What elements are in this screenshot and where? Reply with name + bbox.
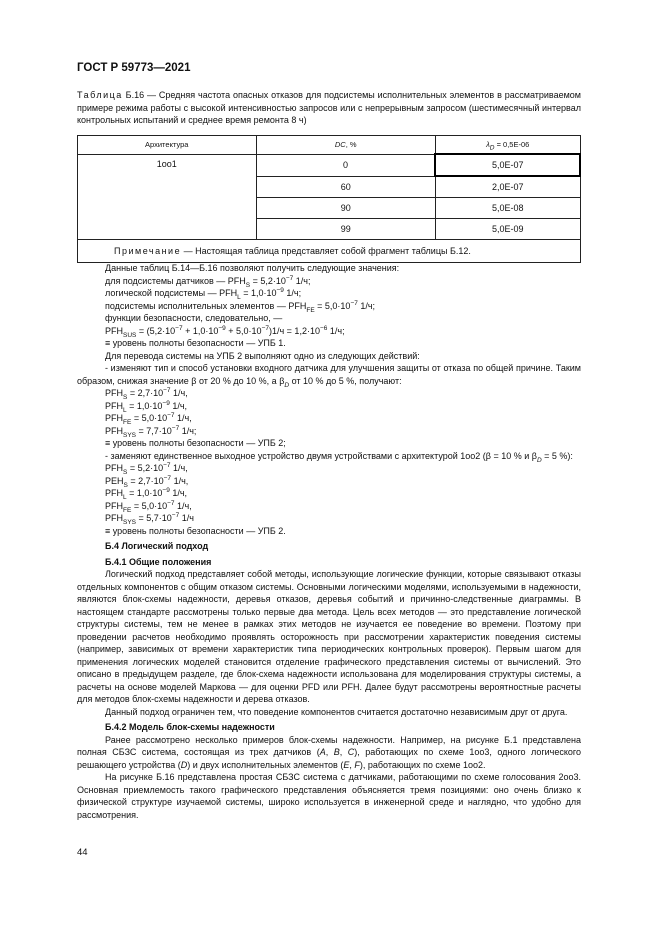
formula-line: подсистемы исполнительных элементов — $PFH_{FE} = 5,0\cdot 10^{-7}$ 1/ч; xyxy=(105,299,376,314)
paragraph: Данные таблиц Б.14—Б.16 позволяют получить следующие значения: xyxy=(105,263,400,273)
pfh-cell: 2,0E-07 xyxy=(435,176,580,198)
note-label: Примечание xyxy=(114,246,182,256)
table-caption xyxy=(77,89,581,127)
paragraph: ≡ уровень полноты безопасности — УПБ 2; xyxy=(105,438,286,448)
subsection-heading: Б.4.2 Модель блок-схемы надежности xyxy=(105,722,275,732)
formula-line: для подсистемы датчиков — $PFH_S = 5,2\cdot 10^{-7}$ 1/ч; xyxy=(105,274,311,289)
formula-line: $PFH_{SYS} = 5,7\cdot 10^{-7}$ 1/ч xyxy=(105,512,194,526)
header-dc-symbol: DC xyxy=(334,140,346,150)
table-row xyxy=(78,154,581,176)
paragraph: ≡ уровень полноты безопасности — УПБ 2. xyxy=(105,525,286,536)
pfh-cell-highlighted: 5,0E-07 xyxy=(435,154,580,176)
subsection-heading: Б.4.1 Общие положения xyxy=(105,556,212,567)
dc-cell: 60 xyxy=(256,176,435,198)
paragraph: Данный подход ограничен тем, что поведение компонентов считается достаточно независимым друг от друга. xyxy=(105,706,568,717)
formula-line: $PFH_{SUS} = (5,2\cdot 10^{-7} + 1,0\cdot 10^{-9} + 5,0\cdot 10^{-7})1/ч = 1,2\cdot 10^{-6}$ 1/ч; xyxy=(105,324,345,339)
document-header: ГОСТ Р 59773—2021 xyxy=(77,62,191,74)
paragraph: ≡ уровень полноты безопасности — УПБ 1. xyxy=(105,338,286,348)
failure-frequency-table xyxy=(77,135,581,263)
architecture-cell: 1oo1 xyxy=(78,154,257,240)
table-note xyxy=(78,240,581,263)
body-text xyxy=(77,262,581,821)
header-lambda-symbol: λ xyxy=(486,140,490,149)
table-note-row xyxy=(78,240,581,263)
header-dc-unit: , % xyxy=(345,140,357,150)
formula-line: $PFH_{SYS} = 7,7\cdot 10^{-7}$ 1/ч; xyxy=(105,424,197,439)
header-architecture: Архитектура xyxy=(78,136,257,155)
paragraph: На рисунке Б.16 представлена простая СБЗС система с датчиками, работающими по схеме голосования 2oo3. Основная приемлемость такого графического представления объясняется тремя позициями: оно очень близко к физической структуре изучаемой системы, широко используется в инженерной среде и наглядно, что удобно для рассмотрения. xyxy=(77,772,581,820)
header-dc xyxy=(256,136,435,155)
caption-text: Б.16 — Средняя частота опасных отказов для подсистемы исполнительных элементов в рассматриваемом примере режима работы с высокой интенсивностью запросов или с непрерывным запросом (шестимесячный интервал контрольных испытаний и среднее время ремонта 8 ч) xyxy=(77,90,581,125)
formula-line: $PEH_S = 2,7\cdot 10^{-7}$ 1/ч, xyxy=(105,474,189,489)
table-header-row xyxy=(78,136,581,155)
pfh-cell: 5,0E-09 xyxy=(435,219,580,240)
header-lambda-sub: D xyxy=(489,144,495,152)
formula-line: $PFH_{FE} = 5,0\cdot 10^{-7}$ 1/ч, xyxy=(105,499,192,514)
paragraph: - заменяют единственное выходное устройство двумя устройствами с архитектурой 1oo2 (β = 10 % и $\beta_D = 5$ %): xyxy=(105,450,573,464)
formula-line: $PFH_L = 1,0\cdot 10^{-9}$ 1/ч, xyxy=(105,487,188,501)
paragraph: Ранее рассмотрено несколько примеров блок-схемы надежности. Например, на рисунке Б.1 представлена полная СБЗС система, состоящая из трех датчиков (A, B, C), работающих по схеме 1oo3, одного логического решающего устройства (D) и двух исполнительных элементов (E, F), работающих по схеме 1oo2. xyxy=(77,734,581,770)
paragraph: Логический подход представляет собой методы, использующие логические функции, которые связывают отказы отдельных компонентов с общим отказом системы. Основными логическими моделями, используемыми в надежности, являются блок-схемы надежности, деревья отказов, деревья событий и причинно-следственные диаграммы. В настоящем стандарте рассмотрены только первые два метода. Цель всех методов — это представление логической структуры системы, тем не менее в рамках этих методов не изучается ее поведение во времени. Поэтому при проведении расчетов необходимо проявлять осторожность при рассмотрении характеристик поведения системы (например, зависимых от времени характеристик типа периодических контрольных проверок). Первым шагом для применения логических моделей становится отделение графического представления системы от вычислений. Это описано в предыдущем разделе, где блок-схема надежности использована для моделирования структуры системы, а расчеты на основе моделей Маркова — для оценки PFD или PFH. Далее будут рассмотрены вероятностные расчеты для методов блок-схемы надежности и дерева отказов. xyxy=(77,569,581,704)
paragraph: функции безопасности, следовательно, — xyxy=(105,313,283,323)
formula-line: $PFH_{FE} = 5,0\cdot 10^{-7}$ 1/ч, xyxy=(105,412,192,426)
caption-label: Таблица xyxy=(77,90,123,100)
header-lambda-value: = 0,5E-06 xyxy=(494,140,530,149)
formula-line: $PFH_L = 1,0\cdot 10^{-9}$ 1/ч, xyxy=(105,399,188,414)
section-heading: Б.4 Логический подход xyxy=(105,541,209,551)
pfh-cell: 5,0E-08 xyxy=(435,198,580,219)
paragraph: Для перевода системы на УПБ 2 выполняют одно из следующих действий: xyxy=(105,350,420,361)
formula-line: $PFH_S = 5,2\cdot 10^{-7}$ 1/ч, xyxy=(105,462,188,476)
header-lambda xyxy=(435,136,580,155)
note-text: — Настоящая таблица представляет собой фрагмент таблицы Б.12. xyxy=(181,246,471,256)
dc-cell: 99 xyxy=(256,219,435,240)
page-number: 44 xyxy=(77,847,88,858)
dc-cell: 0 xyxy=(256,154,435,176)
paragraph: - изменяют тип и способ установки входного датчика для улучшения защиты от отказа по общей причине. Таким образом, снижая значение β от 20 % до 10 %, а $\beta_D$ от 10 % до 5 %, получают: xyxy=(77,363,581,389)
dc-cell: 90 xyxy=(256,198,435,219)
formula-line: логической подсистемы — $PFH_L = 1,0\cdot 10^{-9}$ 1/ч; xyxy=(105,287,302,301)
formula-line: $PFH_S = 2,7\cdot 10^{-7}$ 1/ч, xyxy=(105,387,188,401)
